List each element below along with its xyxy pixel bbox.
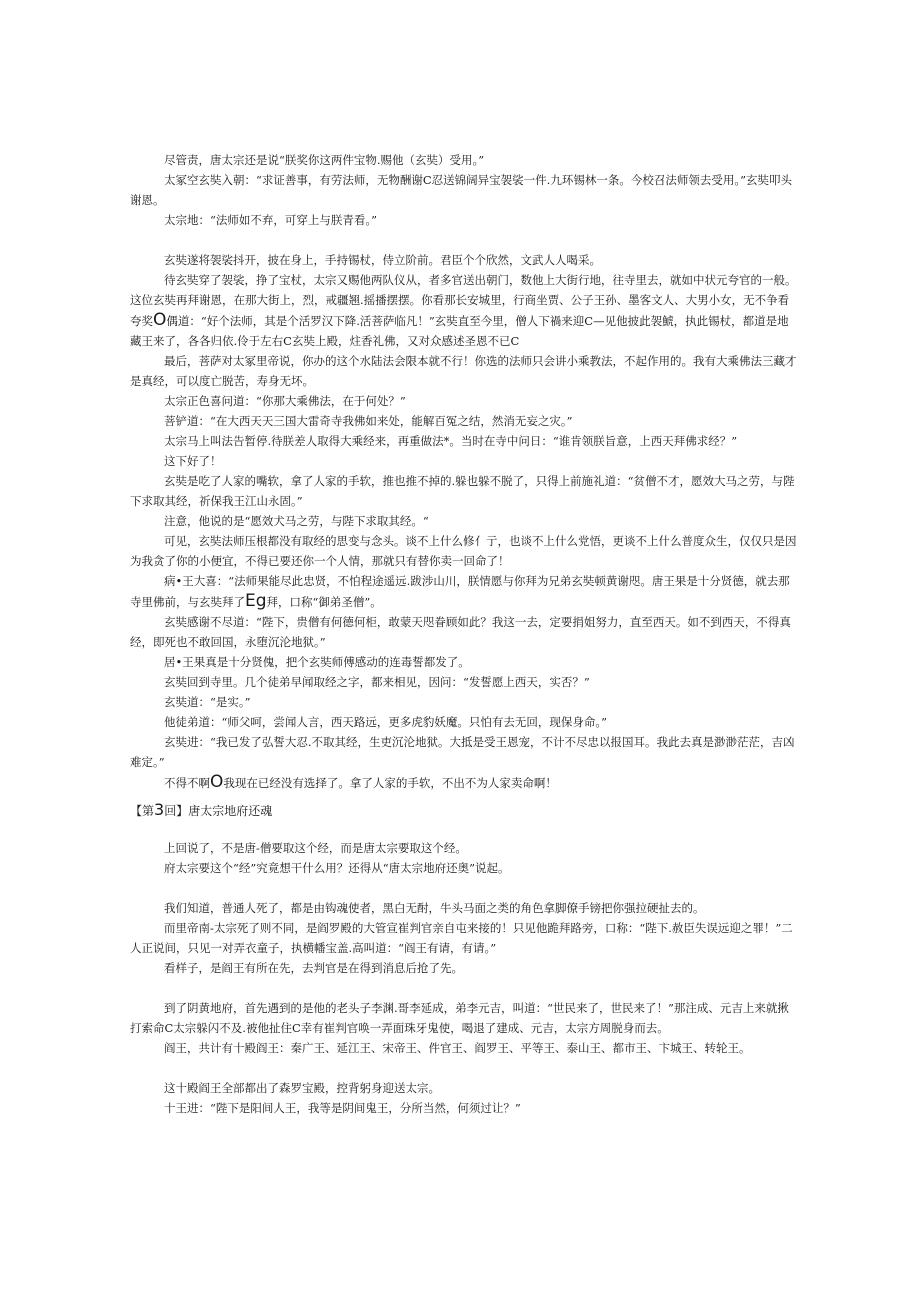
paragraph: 尽管责，唐太宗还是说“朕奖你这两件宝物.赐他（玄奘）受用。”	[164, 153, 485, 167]
paragraph: 他徒弟道：“师父呵，尝闻人言，西天路远，更多虎豹妖魔。只怕有去无回，现保身命。”	[164, 715, 608, 729]
paragraph: 最后，菩萨对太冢里帝说，你办的这个水陆法会限本就不行！你选的法师只会讲小乘教法，不起作用的。我有大乘佛法三藏才是真经，可以度亡脱苦，寿身无坏。	[130, 354, 797, 388]
paragraph: 居•王果真是十分贤傀，把个玄奘师傅感动的连毒誓都发了。	[164, 655, 470, 669]
text-run: 偶道：“好个法师，其是个活罗汉下降.活菩萨临凡！”玄奘直至今里，僧人下禍来迎C—见他披此袈鯱，执此锡杖，都道是地藏王来了，各各归依.伶于左右C玄奘上殿，炷香礼佛，又对众感述圣恩不已C	[130, 314, 789, 348]
paragraph: 十王进：“陛下是阳间人王，我等是阴间鬼王，分所当然，何须过让？”	[164, 1101, 521, 1115]
paragraph: 看样子，是阎王有所在先，去判官是在得到消息后抢了先。	[164, 961, 463, 975]
text-run: O	[210, 772, 224, 792]
paragraph: 上回说了，不是唐-僧要取这个经，而是唐太宗要取这个经。	[164, 841, 467, 855]
text-run: 病•王大喜：“法师果能尽此忠贤，不怕程途遥远.跋涉山川，朕情愿与你拜为兄弟玄奘顿黄谢咫。唐王果是十分贤德，就去那寺里佛前，与玄奘拜了	[130, 574, 790, 609]
paragraph: 太宗地：“法师如不弃，可穿上与朕青看。”	[164, 213, 378, 227]
paragraph	[130, 571, 800, 612]
paragraph: 到了阴黄地府，首先遇到的是他的老头子李渊.哥李延成，弟李元吉，叫道：“世民来了，世民来了！”那注成、元吉上来就揪打索命C太宗躲闪不及.被他扯住C幸有崔判官唤一弄面珠牙鬼使，喝退了建成、元吉，太宗方周脱身而去。	[130, 1001, 789, 1035]
paragraph: 太宗马上叫法告暂停.待朕差人取得大乘经来，再重做法*。当时在寺中问日：“谁肯领朕旨意，上西天拜佛求经？”	[164, 434, 738, 448]
paragraph: 这下好了！	[164, 454, 222, 468]
paragraph: 府太宗要这个“经”究竟想干什么用？还得从“唐太宗地府还奥”说起。	[164, 861, 510, 875]
paragraph: 玄奘进：“我已发了弘誓大忍.不取其经，生吏沉沦地狱。大抵是受王恩宠，不计不尽忠以报国耳。我此去真是渺渺茫茫，吉凶难定。”	[130, 735, 795, 769]
paragraph: 而里帝南-太宗死了则不同，是阎罗殿的大管宣崔判官亲自屯来接的！只见他跪拜路旁，口称：“陛下.赦臣失误远迎之罪！”二人正说间，只见一对弄衣童子，执横幡宝盖.高叫道：“阎王有请，有请。”	[130, 921, 793, 955]
text-run: 我现在已经没有选择了。拿了人家的手软，不出不为人家卖命啊！	[223, 776, 557, 790]
paragraph: 注意，他说的是“愿效犬马之劳，与陛下求取其经。“	[164, 514, 429, 528]
heading-open: 【第	[130, 804, 155, 818]
text-run: Eg	[245, 591, 267, 611]
paragraph: 我们知道，普通人死了，都是由钩魂使者，黑白无酎，牛头马面之类的角色拿脚僚手镑把你强拉硬扯去的。	[164, 901, 705, 915]
text-run: O	[153, 310, 167, 330]
paragraph	[130, 772, 800, 793]
paragraph: 玄奘是吃了人家的嘴软，拿了人家的手软，推也推不掉的.躲也躲不脱了，只得上前施礼道：“贫僧不才，愿效大马之劳，与陛下求取其经，祈保我王江山永固。”	[130, 474, 795, 508]
chapter-heading	[130, 799, 800, 822]
paragraph: 玄奘遂将袈裟抖开，披在身上，手持锡杖，侍立阶前。君臣个个欣然，文武人人喝采。	[164, 253, 601, 267]
paragraph: 阎王，共计有十殿阎王：秦广王、延江王、宋帝王、件官王、阎罗王、平等王、泰山王、都市王、卞城王、转轮王。	[164, 1041, 751, 1055]
chapter-number: 3	[154, 800, 165, 819]
heading-title: 回】唐太宗地府还魂	[164, 804, 273, 818]
paragraph: 玄奘感谢不尽道：“陛下，贵僧有何德何柜，敢蒙天咫眷顾如此？我这一去，定要捐姐努力，直至西天。如不到西天，不得真经，即死也不敢回国，永堕沉沦地狱。”	[130, 615, 791, 649]
paragraph: 菩铲道：“在大西天天三国大雷奇寺我佛如来处，能解百冤之结，然消无妄之灾。”	[164, 414, 573, 428]
paragraph: 太宗正色喜问道：“你那大乘佛法，在于何处？”	[164, 394, 406, 408]
text-run: 拜，口称“御弟圣僧”。	[266, 595, 382, 609]
paragraph: 太冢空玄奘入朝：“求证善事，有劳法师，无物酬谢C忍送锦阔异宝袈裟一件.九环锡林一条。今校召法师领去受用。”玄奘叩头谢恩。	[130, 173, 792, 207]
paragraph	[130, 270, 800, 351]
paragraph: 玄奘回到寺里。几个徒弟早闻取经之字，都来相见，因问：“发誓愿上西天，实否？”	[164, 675, 590, 689]
paragraph: 玄奘道：“是实。”	[164, 695, 251, 709]
paragraph: 这十殿阎王全部都出了森罗宝殿，控背躬身迎送太宗。	[164, 1081, 440, 1095]
text-run: 待玄奘穿了袈裟，挣了宝杖，太宗又赐他两队仪从，者多官送出朝门，数他上大街行地，往寺里去，就如中状元夸官的一般。这位玄奘再拜谢恩，在那大街上，烈，戒疆翘.摇播摆摆。你看那长安城里，行商坐贾、公子王孙、墨客文人、大男小女，无不争看夸奖	[130, 273, 797, 328]
paragraph: 可见，玄奘法师压根都没有取经的思变与念头。谈不上什么修亻亍，也谈不上什么党悟，更谈不上什么普度众生，仅仅只是因为我贪了你的小便宜，不得已要还你一个人情，那就只有替你卖一回命了！	[130, 534, 797, 568]
document-page	[130, 150, 800, 1118]
text-run: 不得不啊	[164, 776, 210, 790]
